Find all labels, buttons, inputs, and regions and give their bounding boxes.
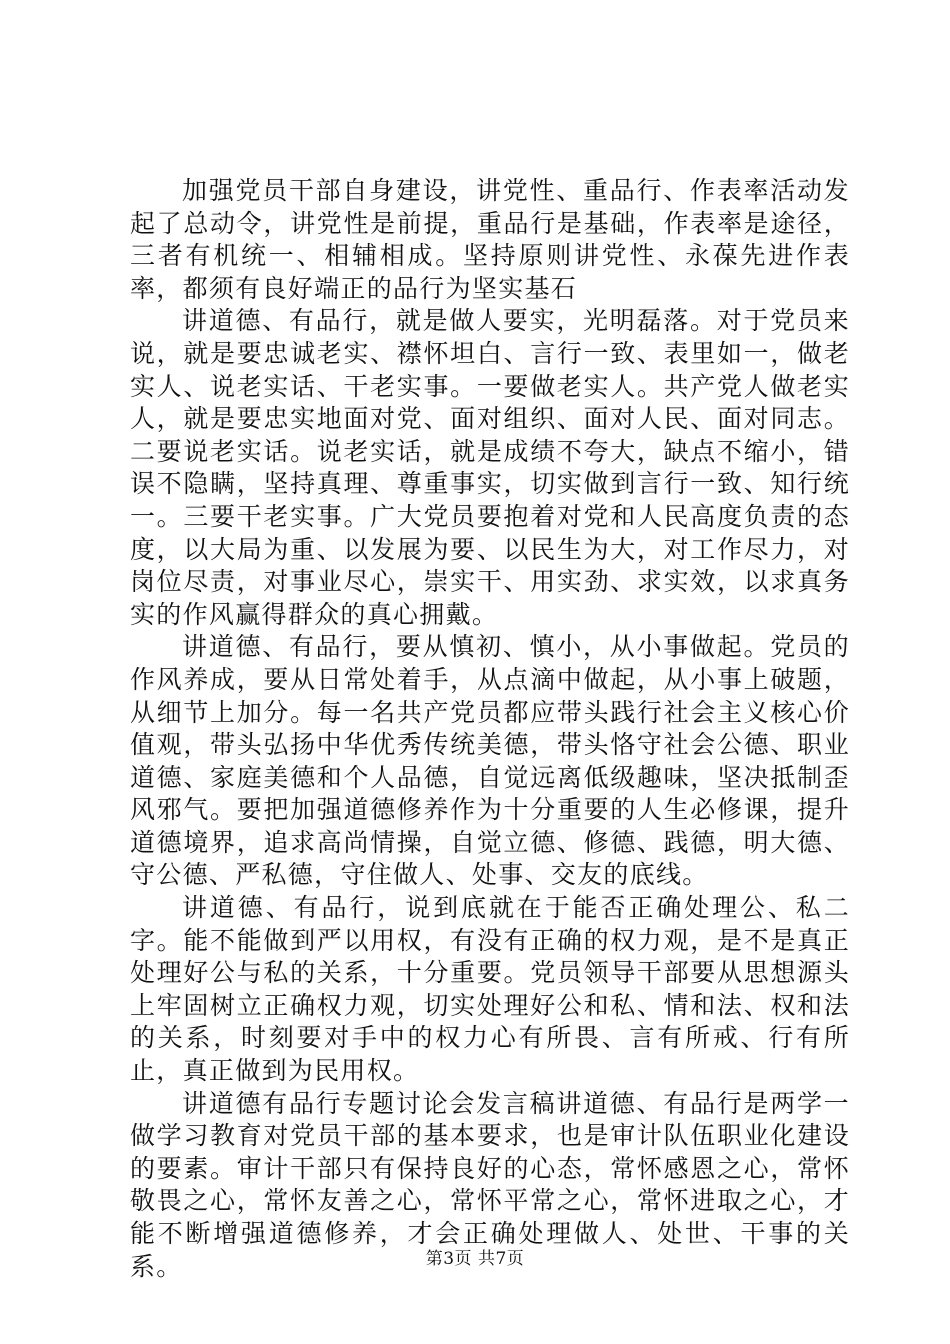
paragraph: 加强党员干部自身建设，讲党性、重品行、作表率活动发起了总动令，讲党性是前提，重品行是基础，作表率是途径，三者有机统一、相辅相成。坚持原则讲党性、永葆先进作表率，都须有良好端正的品行为坚实基石 bbox=[130, 176, 850, 303]
paragraph: 讲道德有品行专题讨论会发言稿讲道德、有品行是两学一做学习教育对党员干部的基本要求，也是审计队伍职业化建设的要素。审计干部只有保持良好的心态，常怀感恩之心，常怀敬畏之心，常怀友善之心，常怀平常之心，常怀进取之心，才能不断增强道德修养，才会正确处理做人、处世、干事的关系。 bbox=[130, 1088, 850, 1281]
document-body bbox=[130, 175, 850, 1283]
paragraph: 讲道德、有品行，要从慎初、慎小，从小事做起。党员的作风养成，要从日常处着手，从点滴中做起，从小事上破题，从细节上加分。每一名共产党员都应带头践行社会主义核心价值观，带头弘扬中华优秀传统美德，带头恪守社会公德、职业道德、家庭美德和个人品德，自觉远离低级趣味，坚决抵制歪风邪气。要把加强道德修养作为十分重要的人生必修课，提升道德境界，追求高尚情操，自觉立德、修德、践德，明大德、守公德、严私德，守住做人、处事、交友的底线。 bbox=[130, 632, 850, 890]
page-number-footer: 第3页 共7页 bbox=[425, 1249, 525, 1269]
paragraph: 讲道德、有品行，就是做人要实，光明磊落。对于党员来说，就是要忠诚老实、襟怀坦白、言行一致、表里如一，做老实人、说老实话、干老实事。一要做老实人。共产党人做老实人，就是要忠实地面对党、面对组织、面对人民、面对同志。二要说老实话。说老实话，就是成绩不夸大，缺点不缩小，错误不隐瞒，坚持真理、尊重事实，切实做到言行一致、知行统一。三要干老实事。广大党员要抱着对党和人民高度负责的态度，以大局为重、以发展为要、以民生为大，对工作尽力，对岗位尽责，对事业尽心，崇实干、用实劲、求实效，以求真务实的作风赢得群众的真心拥戴。 bbox=[130, 306, 850, 629]
paragraph: 讲道德、有品行，说到底就在于能否正确处理公、私二字。能不能做到严以用权，有没有正确的权力观，是不是真正处理好公与私的关系，十分重要。党员领导干部要从思想源头上牢固树立正确权力观，切实处理好公和私、情和法、权和法的关系，时刻要对手中的权力心有所畏、言有所戒、行有所止，真正做到为民用权。 bbox=[130, 893, 850, 1086]
